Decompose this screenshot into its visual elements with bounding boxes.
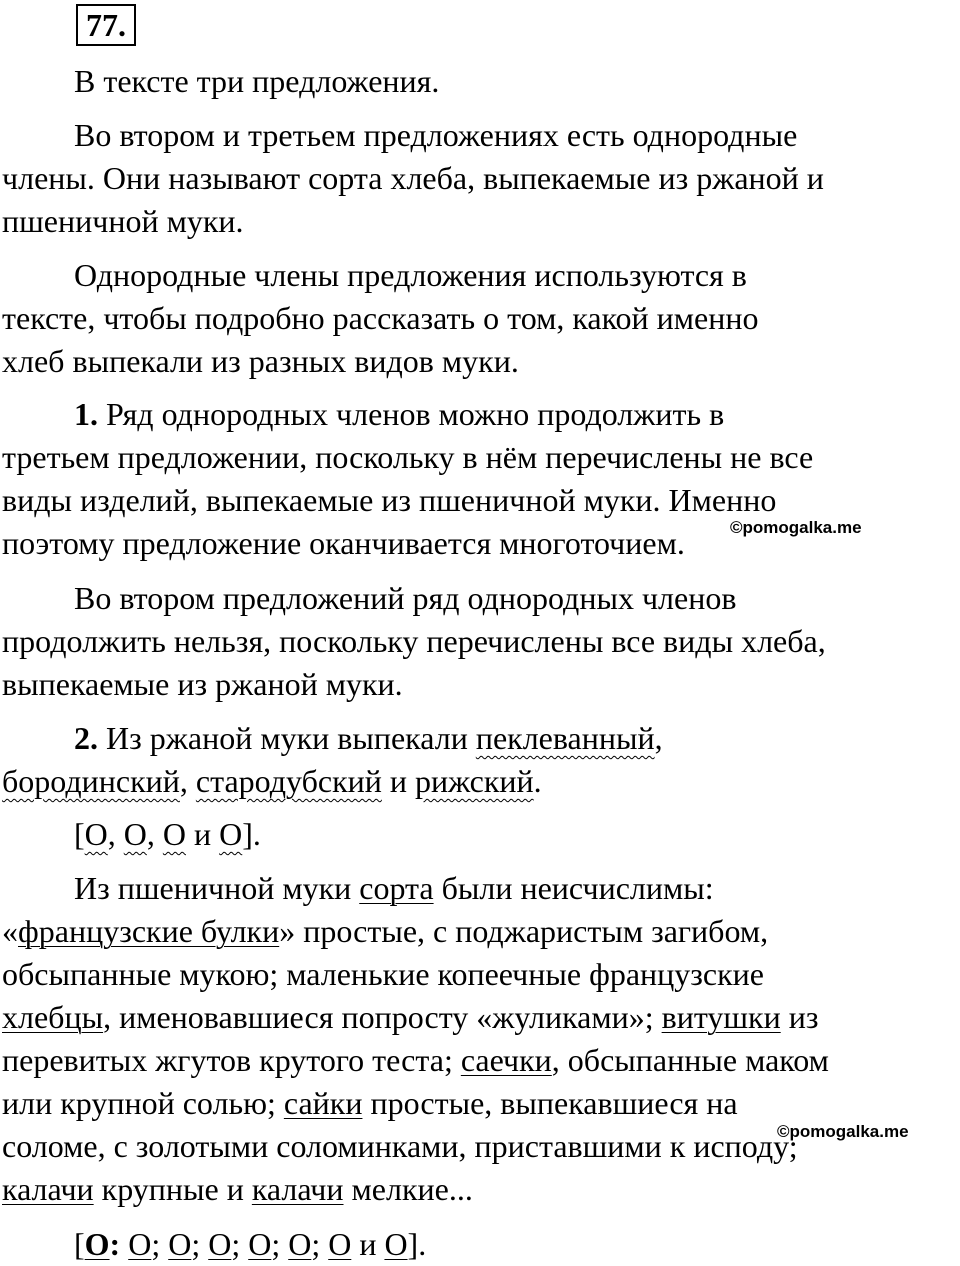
generalizing-word: О [84,1226,110,1262]
homogeneous-member: бородинский [2,763,180,799]
subject: сорта [359,870,434,906]
point-number-1: 1. [74,396,98,432]
paragraph-7: Из пшеничной муки сорта были неисчислимы: «французские булки» простые, с поджаристым загибом, обсыпанные мукою; маленькие копеечные французские хлебцы, именовавшиеся попросту «жуликами»; витушки из перевитых жгутов крутого теста; саечки, обсыпанные маком или крупной солью; сайки простые, выпекавшиеся на соломе, с золотыми соломинками, приставшими к исподу; калачи крупные и калачи мелкие... [2,870,829,1207]
homogeneous-subject: саечки [460,1042,552,1078]
paragraph-4: 1. Ряд однородных членов можно продолжить в третьем предложении, поскольку в нём перечислены не все виды изделий, выпекаемые из пшеничной муки. Именно поэтому предложение оканчивается многоточием. [2,396,814,561]
watermark: ©pomogalka.me [730,518,862,537]
exercise-number: 77. [76,4,136,46]
scheme-1: [О, О, О и О]. [74,816,261,852]
paragraph-5: Во втором предложений ряд однородных членов продолжить нельзя, поскольку перечислены все виды хлеба, выпекаемые из ржаной муки. [2,580,826,702]
watermark: ©pomogalka.me [777,1122,909,1141]
homogeneous-subject: калачи [2,1171,94,1207]
paragraph-3: Однородные члены предложения используются в тексте, чтобы подробно рассказать о том, какой именно хлеб выпекали из разных видов муки. [2,257,759,379]
paragraph-1: В тексте три предложения. [74,63,440,99]
homogeneous-subject: сайки [283,1085,363,1121]
homogeneous-subject: хлебцы [2,999,104,1035]
homogeneous-member: стародубский [195,763,382,799]
paragraph-2: Во втором и третьем предложениях есть однородные члены. Они называют сорта хлеба, выпекаемые из ржаной и пшеничной муки. [2,117,824,239]
homogeneous-subject: калачи [251,1171,344,1207]
scheme-2: [О: О; О; О; О; О; О и О]. [74,1226,427,1262]
point-number-2: 2. [74,720,98,756]
homogeneous-subject: французские булки [18,913,280,949]
homogeneous-subject: витушки [661,999,781,1035]
homogeneous-member: пеклеванный [475,720,655,756]
paragraph-6: 2. Из ржаной муки выпекали пеклеванный, бородинский, стародубский и рижский. [2,720,663,799]
homogeneous-member: рижский [415,763,534,799]
